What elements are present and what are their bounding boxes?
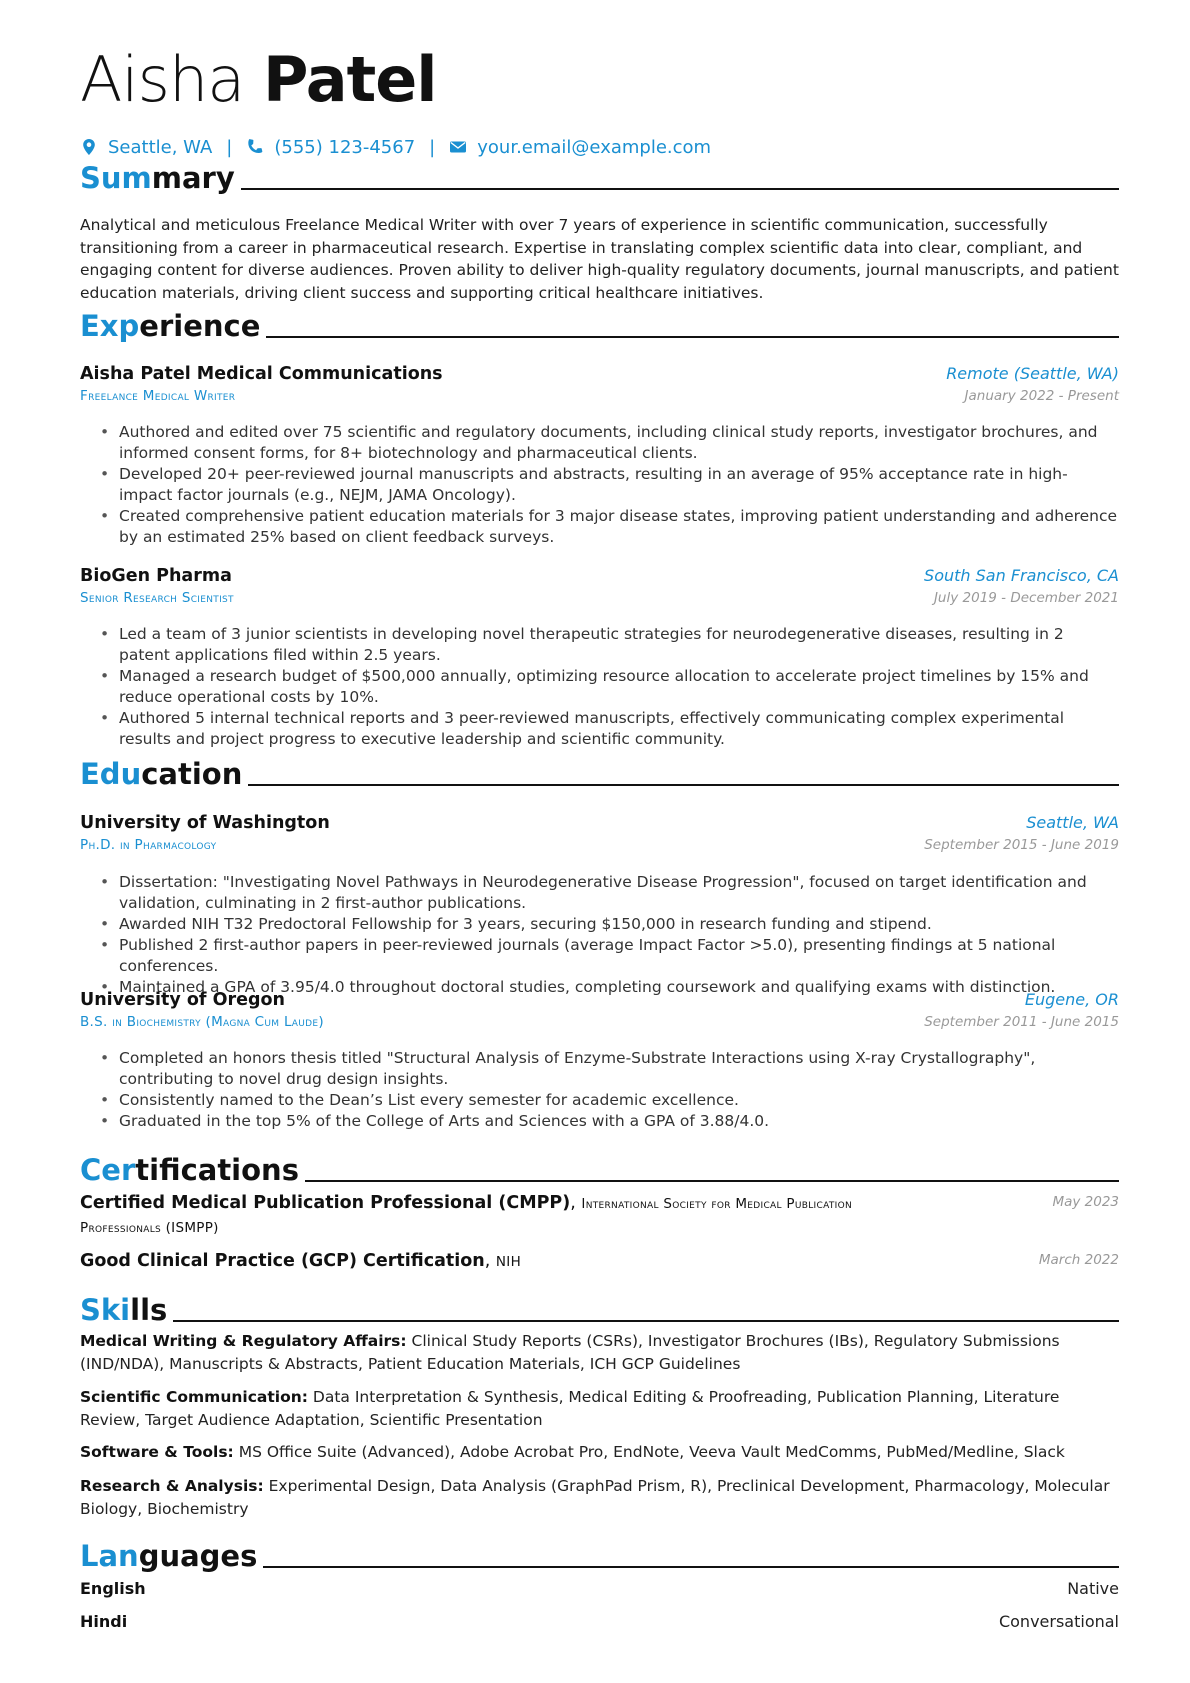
experience-bullets — [100, 624, 1119, 750]
certification-date: March 2022 — [1038, 1252, 1119, 1268]
job-dates: January 2022 - Present — [964, 388, 1119, 404]
skill-group — [80, 1330, 1119, 1375]
skill-values: Data Interpretation & Synthesis, Medical Editing & Proofreading, Publication Planning, Literature Review, Target Audience Adaptation, Scientific Presentation — [80, 1388, 1060, 1429]
bullet-item: • Published 2 first-author papers in peer-reviewed journals (average Impact Factor >5.0), presenting findings at 5 national conferences. — [100, 935, 1119, 977]
skill-group — [80, 1475, 1119, 1520]
skill-label: Research & Analysis: — [80, 1477, 264, 1495]
heading-rest: mary — [151, 161, 235, 195]
heading-accent: Cer — [80, 1153, 136, 1187]
skill-values: Clinical Study Reports (CSRs), Investigator Brochures (IBs), Regulatory Submissions (IND/NDA), Manuscripts & Abstracts, Patient Education Materials, ICH GCP Guidelines — [80, 1332, 1060, 1373]
contact-separator: | — [429, 136, 436, 158]
certification-date: May 2023 — [1052, 1194, 1119, 1210]
language-row — [80, 1612, 1119, 1634]
bullet-item: • Authored 5 internal technical reports and 3 peer-reviewed manuscripts, effectively communicating complex experimental results and project progress to executive leadership and scientific community. — [100, 708, 1119, 750]
education-entry-header — [80, 990, 1119, 1036]
skill-values: MS Office Suite (Advanced), Adobe Acrobat Pro, EndNote, Veeva Vault MedComms, PubMed/Medline, Slack — [238, 1443, 1065, 1461]
job-title: Senior Research Scientist — [80, 590, 234, 606]
certification-item: Good Clinical Practice (GCP) Certification, NIH March 2022 — [80, 1251, 1119, 1271]
study-dates: September 2015 - June 2019 — [924, 837, 1119, 853]
employer-location: Remote (Seattle, WA) — [946, 364, 1119, 383]
heading-accent: Exp — [80, 309, 140, 343]
skill-values: Experimental Design, Data Analysis (GraphPad Prism, R), Preclinical Development, Pharmacology, Molecular Biology, Biochemistry — [80, 1477, 1110, 1518]
heading-accent: Ski — [80, 1293, 131, 1327]
heading-accent: Sum — [80, 161, 152, 195]
job-title: Freelance Medical Writer — [80, 388, 236, 404]
skill-label: Software & Tools: — [80, 1443, 234, 1461]
bullet-item: • Graduated in the top 5% of the College of Arts and Sciences with a GPA of 3.88/4.0. — [100, 1111, 1119, 1132]
bullet-item: • Led a team of 3 junior scientists in developing novel therapeutic strategies for neurodegenerative diseases, resulting in 2 patent applications filed within 2.5 years. — [100, 624, 1119, 666]
employer-name: BioGen Pharma — [80, 566, 232, 586]
language-name: English — [80, 1579, 146, 1598]
bullet-item: • Developed 20+ peer-reviewed journal manuscripts and abstracts, resulting in an average of 95% acceptance rate in high-impact factor journals (e.g., NEJM, JAMA Oncology). — [100, 464, 1119, 506]
experience-entry-header — [80, 364, 1119, 410]
employer-location: South San Francisco, CA — [924, 566, 1119, 585]
bullet-item: • Dissertation: "Investigating Novel Pathways in Neurodegenerative Disease Progression", focused on target identification and validation, culminating in 2 first-author publications. — [100, 872, 1119, 914]
contact-location: Seattle, WA — [108, 136, 213, 158]
skill-group — [80, 1386, 1119, 1431]
bullet-item: • Created comprehensive patient education materials for 3 major disease states, improving patient understanding and adherence by an estimated 25% based on client feedback surveys. — [100, 506, 1119, 548]
heading-rest: tifications — [135, 1153, 299, 1187]
map-pin-icon — [80, 138, 98, 156]
skill-label: Medical Writing & Regulatory Affairs: — [80, 1332, 407, 1350]
heading-rest: lls — [130, 1293, 168, 1327]
certification-name: Certified Medical Publication Professional (CMPP) — [80, 1193, 571, 1213]
heading-rest: cation — [141, 757, 243, 791]
certification-name: Good Clinical Practice (GCP) Certification — [80, 1251, 485, 1271]
heading-rule — [266, 336, 1119, 338]
candidate-name — [80, 45, 437, 115]
heading-rule — [263, 1566, 1119, 1568]
envelope-icon — [449, 138, 467, 156]
heading-accent: Edu — [80, 757, 142, 791]
heading-rule — [173, 1320, 1119, 1322]
heading-accent: Lan — [80, 1539, 139, 1573]
certification-issuer: NIH — [495, 1254, 522, 1270]
language-name: Hindi — [80, 1612, 128, 1631]
summary-heading — [80, 156, 1119, 196]
language-level: Native — [1067, 1579, 1119, 1598]
heading-rule — [248, 784, 1119, 786]
contact-phone[interactable]: (555) 123-4567 — [274, 136, 416, 158]
certifications-heading — [80, 1148, 1119, 1188]
certification-issuer: International Society for Medical Publication Professionals (ISMPP) — [80, 1196, 852, 1236]
experience-heading — [80, 304, 1119, 344]
last-name: Patel — [262, 43, 437, 116]
degree: Ph.D. in Pharmacology — [80, 837, 217, 853]
heading-rule — [305, 1180, 1119, 1182]
employer-name: Aisha Patel Medical Communications — [80, 364, 443, 384]
skills-heading — [80, 1288, 1119, 1328]
school-name: University of Oregon — [80, 990, 285, 1010]
bullet-item: • Awarded NIH T32 Predoctoral Fellowship for 3 years, securing $150,000 in research funding and stipend. — [100, 914, 1119, 935]
bullet-item: • Authored and edited over 75 scientific and regulatory documents, including clinical study reports, investigator brochures, and informed consent forms, for 8+ biotechnology and pharmaceutical clients. — [100, 422, 1119, 464]
first-name: Aisha — [80, 43, 245, 116]
bullet-item: • Managed a research budget of $500,000 annually, optimizing resource allocation to accelerate project timelines by 15% and reduce operational costs by 10%. — [100, 666, 1119, 708]
education-bullets — [100, 872, 1119, 998]
phone-icon — [246, 138, 264, 156]
education-bullets — [100, 1048, 1119, 1132]
bullet-item: • Completed an honors thesis titled "Structural Analysis of Enzyme-Substrate Interactions using X-ray Crystallography", contributing to novel drug design insights. — [100, 1048, 1119, 1090]
heading-rest: guages — [138, 1539, 258, 1573]
heading-rest: erience — [139, 309, 261, 343]
contact-email[interactable]: your.email@example.com — [477, 136, 712, 158]
education-entry-header — [80, 813, 1119, 859]
bullet-item: • Consistently named to the Dean’s List every semester for academic excellence. — [100, 1090, 1119, 1111]
skill-group — [80, 1441, 1119, 1464]
heading-rule — [241, 188, 1119, 190]
contact-separator: | — [226, 136, 233, 158]
job-dates: July 2019 - December 2021 — [933, 590, 1119, 606]
school-name: University of Washington — [80, 813, 330, 833]
language-row — [80, 1579, 1119, 1601]
degree: B.S. in Biochemistry (Magna Cum Laude) — [80, 1014, 324, 1030]
study-dates: September 2011 - June 2015 — [924, 1014, 1119, 1030]
summary-text: Analytical and meticulous Freelance Medical Writer with over 7 years of experience in scientific communication, successfully transitioning from a career in pharmaceutical research. Expertise in translating complex scientific data into clear, compliant, and engaging content for diverse audiences. Proven ability to deliver high-quality regulatory documents, journal manuscripts, and patient education materials, driving client success and supporting critical healthcare initiatives. — [80, 216, 1119, 302]
experience-bullets — [100, 422, 1119, 548]
education-heading — [80, 752, 1119, 792]
language-level: Conversational — [998, 1612, 1119, 1631]
skill-label: Scientific Communication: — [80, 1388, 308, 1406]
school-location: Eugene, OR — [1024, 990, 1119, 1009]
certification-item: Certified Medical Publication Professional (CMPP), International Society for Medical Publication Professionals (ISMPP) May 2023 — [80, 1193, 1119, 1236]
school-location: Seattle, WA — [1026, 813, 1119, 832]
languages-heading — [80, 1534, 1119, 1574]
experience-entry-header — [80, 566, 1119, 612]
bullet-item: • Maintained a GPA of 3.95/4.0 throughout doctoral studies, completing coursework and qualifying exams with distinction. — [100, 977, 1119, 998]
